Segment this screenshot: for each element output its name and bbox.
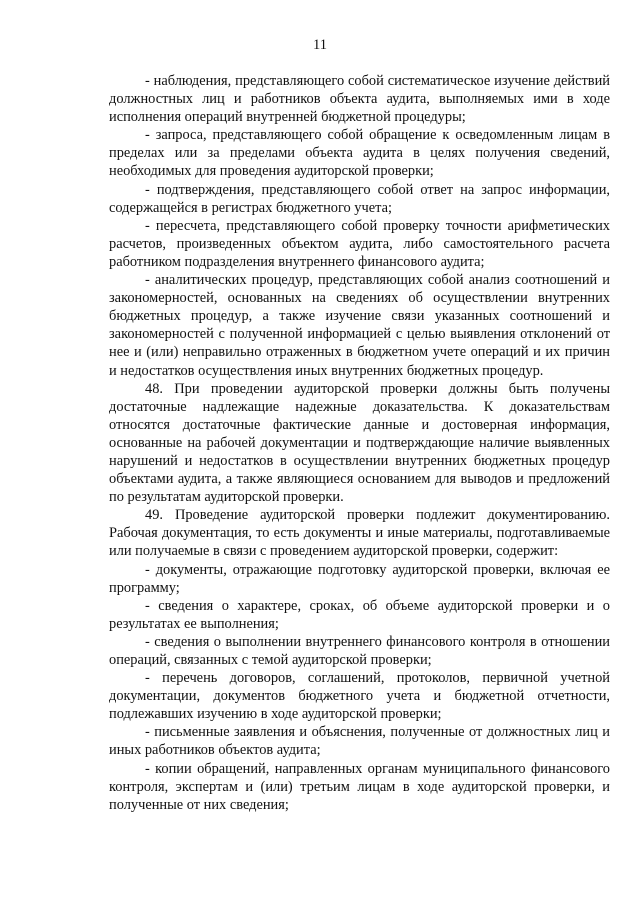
paragraph-inquiry: - запроса, представляющего собой обращение к осведомленным лицам в пределах или за пределами объекта аудита в целях получения сведений, необходимых для проведения аудиторской проверки;	[109, 127, 610, 180]
paragraph-info-control: - сведения о выполнении внутреннего финансового контроля в отношении операций, связанных с темой аудиторской проверки;	[109, 633, 610, 668]
paragraph-statements: - письменные заявления и объяснения, полученные от должностных лиц и иных работников объектов аудита;	[109, 724, 610, 759]
paragraph-list-contracts: - перечень договоров, соглашений, протоколов, первичной учетной документации, документов бюджетного учета и бюджетной отчетности, подлежавших изучению в ходе аудиторской проверки;	[109, 670, 610, 723]
page-number: 11	[313, 37, 327, 53]
document-body	[109, 72, 610, 814]
paragraph-analytical-procedures: - аналитических процедур, представляющих собой анализ соотношений и закономерностей, основанных на сведениях об осуществлении внутренних бюджетных процедур, а также изучение связи указанных соотношений и закономерностей с полученной информацией с целью выявления отклонений от нее и (или) неправильно отраженных в бюджетном учете операций и их причин и недостатков осуществления иных внутренних бюджетных процедур.	[109, 272, 610, 379]
paragraph-docs-preparation: - документы, отражающие подготовку аудиторской проверки, включая ее программу;	[109, 561, 610, 596]
paragraph-info-nature: - сведения о характере, сроках, об объеме аудиторской проверки и о результатах ее выполнения;	[109, 597, 610, 632]
paragraph-observation: - наблюдения, представляющего собой систематическое изучение действий должностных лиц и работников объекта аудита, выполняемых ими в ходе исполнения операций внутренней бюджетной процедуры;	[109, 73, 610, 126]
paragraph-confirmation: - подтверждения, представляющего собой ответ на запрос информации, содержащейся в регистрах бюджетного учета;	[109, 181, 610, 216]
paragraph-copies: - копии обращений, направленных органам муниципального финансового контроля, экспертам и (или) третьим лицам в ходе аудиторской проверки, и полученные от них сведения;	[109, 760, 610, 813]
paragraph-recalculation: - пересчета, представляющего собой проверку точности арифметических расчетов, произведенных объектом аудита, либо самостоятельного расчета работником подразделения внутреннего финансового аудита;	[109, 217, 610, 270]
paragraph-49: 49. Проведение аудиторской проверки подлежит документированию. Рабочая документация, то есть документы и иные материалы, подготавливаемые или получаемые в связи с проведением аудиторской проверки, содержит:	[109, 507, 610, 560]
paragraph-48: 48. При проведении аудиторской проверки должны быть получены достаточные надлежащие надежные доказательства. К доказательствам относятся достаточные фактические данные и достоверная информация, основанные на рабочей документации и подтверждающие наличие выявленных нарушений и недостатков в осуществлении внутренних бюджетных процедур объектами аудита, а также являющиеся основанием для выводов и предложений по результатам аудиторской проверки.	[109, 380, 610, 506]
